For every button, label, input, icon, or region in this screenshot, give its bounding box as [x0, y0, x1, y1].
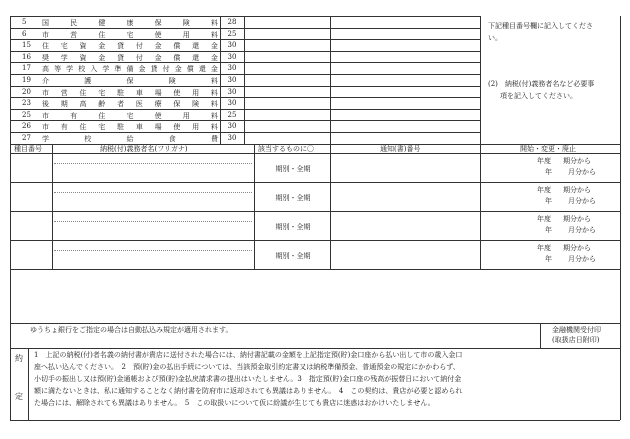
- start-month2-label: 月分から: [568, 197, 596, 205]
- fee-row-line: [10, 74, 480, 75]
- start-year-label: 年度: [537, 157, 551, 165]
- receipt-label-1: 金融機関受付印: [552, 326, 601, 334]
- start-period-label: 期分から: [563, 186, 591, 194]
- yakutei-char-2: 定: [15, 392, 23, 401]
- fee-row-line: [10, 62, 480, 63]
- start-line-2: [545, 225, 596, 235]
- fee-row-rate: 30: [227, 64, 237, 73]
- start-line-1: [537, 185, 591, 195]
- fee-row-name: 市 有 住 宅 使 用 料: [42, 111, 218, 120]
- furigana-guide-line: [54, 163, 252, 164]
- fee-row-rate: 30: [227, 134, 237, 142]
- fee-row-rate: 30: [227, 41, 237, 50]
- note1-line1: 下記種目番号欄に記入してくださ: [488, 22, 593, 30]
- fee-row-code: 19: [22, 76, 31, 84]
- furigana-guide-line: [54, 221, 252, 222]
- fee-row-rate: 30: [227, 99, 237, 108]
- note2-line1: (2) 納税(付)義務者名など必要事: [488, 80, 595, 88]
- fee-row-line: [10, 120, 480, 121]
- fee-row-name: 国 民 健 康 保 険 料: [42, 19, 218, 27]
- period-option[interactable]: 期別・全期: [275, 223, 311, 231]
- terms-line-2: 座へ払い込んでください。 2 預(貯)金の払出手続については、当該預金取引約定書又は納税準備預金、普通預金の規定にかかわらず、: [34, 363, 460, 371]
- col-header-item-code: 種目番号: [14, 145, 42, 153]
- fee-row-line: [10, 109, 480, 110]
- entry-row-divider: [10, 211, 620, 212]
- fee-row-name: 住 宅 資 金 貸 付 金 償 還 金: [42, 42, 218, 51]
- fee-row-name: 学 校 給 食 費: [42, 135, 218, 143]
- start-year-label: 年度: [537, 244, 551, 252]
- fee-row-name: 後 期 高 齢 者 医 療 保 険 料: [42, 100, 218, 109]
- fee-row-line: [10, 16, 480, 17]
- fee-row-code: 25: [22, 110, 31, 119]
- start-month2-label: 月分から: [568, 226, 596, 234]
- terms-line-3: 小切手の振出し又は預(貯)金通帳および預(貯)金払戻請求書の提出はいたしません。3 指定預(貯)金口座の残高が振替日において納付金: [34, 375, 462, 383]
- fee-row-rate: 30: [227, 87, 237, 96]
- col-header-payer-name: 納税(付)義務者名(フリガナ): [100, 145, 188, 153]
- fee-row-code: 15: [22, 41, 31, 50]
- furigana-guide-line: [54, 192, 252, 193]
- start-year-label: 年度: [537, 186, 551, 194]
- fee-row-line: [10, 51, 480, 52]
- fee-row-code: 16: [22, 52, 31, 61]
- fee-row-code: 5: [22, 18, 27, 26]
- period-option[interactable]: 期別・全期: [275, 194, 311, 202]
- fee-row-line: [10, 28, 480, 29]
- fee-row-name: 高 等 学 校 入 学 準 備 金 貸 付 金 償 還 金: [42, 65, 218, 74]
- start-year2-label: 年: [545, 255, 552, 263]
- start-month2-label: 月分から: [568, 168, 596, 176]
- note2-line2: 項を記入してください。: [500, 92, 577, 100]
- terms-line-4: 額に満たないときは、私に通知することなく納付書を防府市に返却されても異議はありません。 4 この契約は、貴店が必要と認められ: [34, 387, 463, 395]
- fee-row-code: 17: [22, 64, 31, 73]
- col-header-applicable: 該当するものに〇: [258, 145, 314, 153]
- col-header-start-change: 開始・変更・廃止: [520, 145, 576, 153]
- start-line-1: [537, 214, 591, 224]
- col-header-notice-number: 通知(書)番号: [380, 145, 421, 153]
- fee-row-code: 23: [22, 99, 31, 108]
- terms-line-1: 1 上記の納税(付)者名義の納付書が貴店に送付された場合には、納付書記載の金額を上記指定預(貯)金口座から払い出して市の歳入金口: [34, 351, 463, 359]
- fee-row-rate: 25: [227, 110, 237, 119]
- start-month2-label: 月分から: [568, 255, 596, 263]
- start-line-2: [545, 196, 596, 206]
- start-line-2: [545, 167, 596, 177]
- furigana-guide-line: [54, 250, 252, 251]
- start-year2-label: 年: [545, 197, 552, 205]
- start-line-2: [545, 254, 596, 264]
- start-period-label: 期分から: [563, 157, 591, 165]
- fee-row-rate: 30: [227, 76, 237, 84]
- start-line-1: [537, 156, 591, 166]
- fee-row-name: 市 営 住 宅 駐 車 場 使 用 料: [42, 88, 218, 97]
- fee-row-name: 奨 学 資 金 貸 付 金 償 還 金: [42, 53, 218, 62]
- fee-row-line: [10, 86, 480, 87]
- fee-row-code: 20: [22, 87, 31, 96]
- start-line-1: [537, 243, 591, 253]
- fee-row-name: 介 護 保 険 料: [42, 77, 218, 85]
- fee-row-code: 26: [22, 122, 31, 131]
- start-year2-label: 年: [545, 226, 552, 234]
- fee-row-code: 27: [22, 134, 31, 142]
- start-year-label: 年度: [537, 215, 551, 223]
- fee-row-name: 市 有 住 宅 駐 車 場 使 用 料: [42, 123, 218, 132]
- fee-row-rate: 25: [227, 29, 237, 38]
- receipt-label-2: (取扱店日附印): [552, 336, 600, 344]
- entry-row-divider: [10, 240, 620, 241]
- fee-row-line: [10, 132, 480, 133]
- terms-line-5: た場合には、解除されても異議はありません。 5 この取扱いについて仮に紛議が生じても貴店に迷惑はおかけいたしません。: [34, 399, 435, 407]
- fee-row-line: [10, 97, 480, 98]
- start-period-label: 期分から: [563, 244, 591, 252]
- fee-row-rate: 28: [227, 18, 237, 26]
- entry-row-divider: [10, 182, 620, 183]
- note1-line2: い。: [488, 34, 502, 42]
- fee-row-name: 市 営 住 宅 使 用 料: [42, 30, 218, 39]
- yucho-note: ゆうちょ銀行をご指定の場合は自動払込み規定が適用されます。: [30, 326, 233, 334]
- fee-row-line: [10, 39, 480, 40]
- fee-row-rate: 30: [227, 122, 237, 131]
- period-option[interactable]: 期別・全期: [275, 252, 311, 260]
- period-option[interactable]: 期別・全期: [275, 165, 311, 173]
- fee-row-code: 6: [22, 29, 27, 38]
- start-period-label: 期分から: [563, 215, 591, 223]
- start-year2-label: 年: [545, 168, 552, 176]
- fee-row-rate: 30: [227, 52, 237, 61]
- yakutei-char-1: 約: [15, 354, 23, 363]
